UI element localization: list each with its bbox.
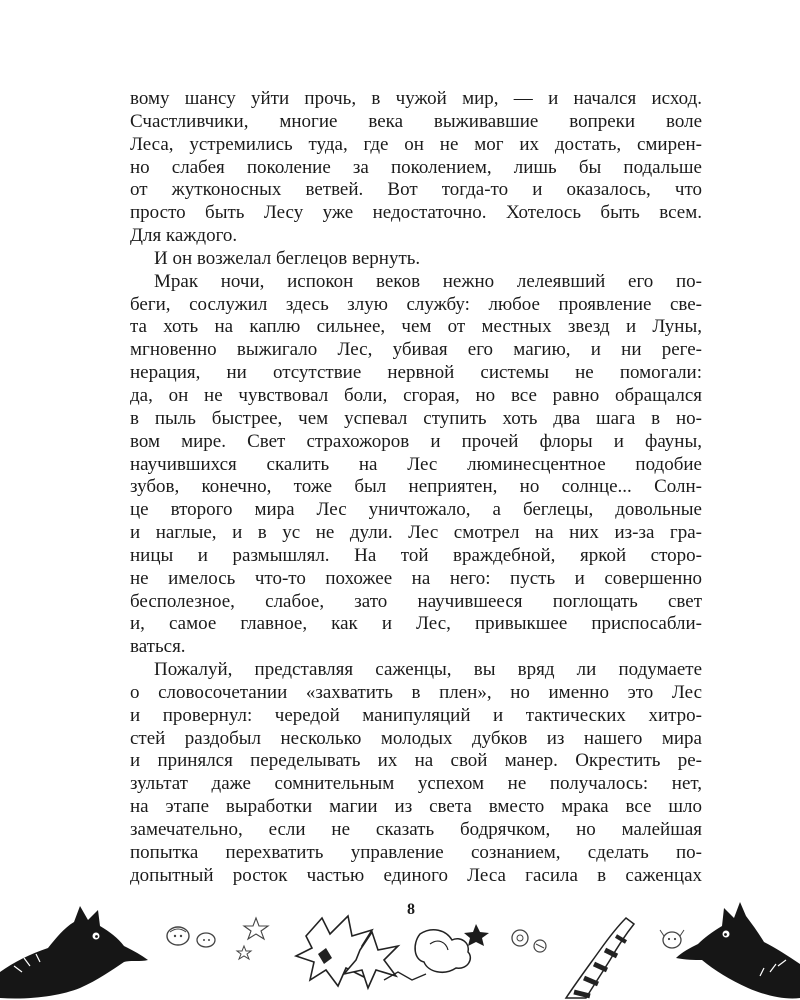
text-line: и провернул: чередой манипуляций и тактических хитро- [130, 704, 702, 726]
text-line: в пыль быстрее, чем успевал ступить хоть два шага в но- [130, 407, 702, 429]
text-line: замечательно, если не сказать бодрячком, но малейшая [130, 819, 702, 840]
left-cat-silhouette-icon [0, 906, 148, 999]
text-line: не имелось что-то похожее на него: пусть и совершенно [130, 567, 702, 589]
text-line: о словосочетании «захватить в плен», но именно это Лес [130, 681, 702, 703]
small-creature-icon [660, 930, 684, 948]
text-line: та хоть на каплю сильнее, чем от местных звезд и Луны, [130, 316, 702, 338]
flower-icon [512, 930, 546, 952]
text-line: но слабея поколение за поколением, лишь бы подальше [130, 156, 702, 178]
text-line: мгновенно выжигало Лес, убивая его магию, и ни реге- [130, 339, 702, 361]
text-line: це второго мира Лес уничтожало, а беглецы, довольные [130, 499, 702, 521]
text-line: зультат даже сомнительным успехом не получалось: нет, [130, 773, 702, 795]
text-line: ваться. [130, 636, 186, 658]
star-icon [237, 946, 251, 959]
footer-illustration [0, 880, 800, 1000]
text-line: вом мире. Свет страхожоров и прочей флоры и фауны, [130, 430, 702, 452]
text-line: Для каждого. [130, 225, 238, 247]
small-creature-icon [197, 933, 215, 947]
text-line: вому шансу уйти прочь, в чужой мир, — и начался исход. [130, 88, 702, 109]
small-creature-icon [167, 927, 189, 945]
text-line: на этапе выработки магии из света вместо мрака все шло [130, 796, 702, 818]
text-line: просто быть Лесу уже недостаточно. Хотелось быть всем. [130, 202, 702, 224]
text-line: попытка перехватить управление сознанием, сделать по- [130, 841, 702, 863]
text-line: беги, сослужил здесь злую службу: любое проявление све- [130, 293, 702, 315]
text-line: ницы и размышлял. На той враждебной, яркой сторо- [130, 544, 702, 566]
text-line: нерация, ни отсутствие нервной системы не помогали: [130, 362, 702, 384]
text-line: Леса, устремились туда, где он не мог их достать, смирен- [130, 133, 702, 155]
text-line: от жутконосных ветвей. Вот тогда-то и оказалось, что [130, 179, 702, 201]
text-line: допытный росток частью единого Леса гасила в саженцах [130, 864, 702, 886]
text-line: стей раздобыл несколько молодых дубков из нашего мира [130, 727, 702, 749]
body-text [130, 88, 702, 888]
text-line: И он возжелал беглецов вернуть. [154, 247, 421, 269]
text-line: зубов, конечно, тоже был неприятен, но солнце... Солн- [130, 476, 702, 498]
star-icon [244, 918, 268, 939]
text-line: научившихся скалить на Лес люминесцентное подобие [130, 453, 702, 475]
text-line: и наглые, и в ус не дули. Лес смотрел на них из-за гра- [130, 522, 702, 544]
text-line: и принялся переделывать их на свой манер. Окрестить ре- [130, 750, 702, 772]
striped-tail-icon [566, 918, 634, 998]
text-line: Мрак ночи, испокон веков нежно лелеявший его по- [154, 270, 702, 292]
text-line: да, он не чувствовал боли, сгорая, но все равно обращался [130, 384, 702, 406]
text-line: и, самое главное, как и Лес, привыкшее приспосабли- [130, 613, 702, 635]
text-line: бесполезное, слабое, зато научившееся поглощать свет [130, 590, 702, 612]
page-number: 8 [407, 901, 415, 918]
center-star-cluster-icon [296, 916, 489, 988]
text-line: Пожалуй, представляя саженцы, вы вряд ли подумаете [154, 659, 702, 681]
right-cat-silhouette-icon [676, 902, 800, 999]
text-line: Счастливчики, многие века выживавшие вопреки воле [130, 110, 702, 132]
